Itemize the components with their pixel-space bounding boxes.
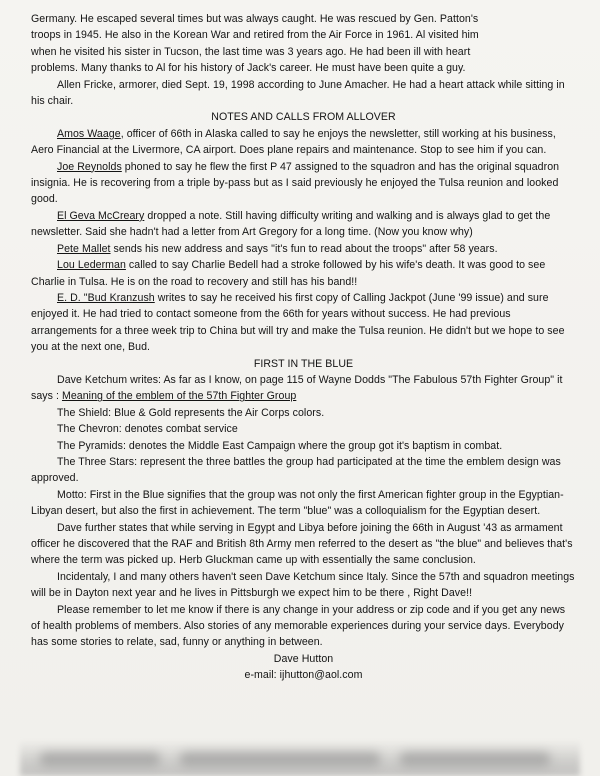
intro-line: problems. Many thanks to Al for his history of Jack's career. He must have been quite a guy. <box>31 62 466 75</box>
shield-line: The Shield: Blue & Gold represents the Air Corps colors. <box>57 406 325 419</box>
note-text: called to say Charlie Bedell had a stroke followed by his wife's death. It was good to see Charlie in Tulsa. He is on the road to recovery and still has his band!! <box>31 259 546 288</box>
remember-paragraph: Please remember to let me know if there is any change in your address or zip code and if you get any news of health problems of members. Also stories of any memorable experiences during your service days. Everybody has some stories to relate, sad, funny or anything in between. <box>31 603 566 649</box>
pyramids-paragraph: The Pyramids: denotes the Middle East Campaign where the group got it's baptism in combat. <box>57 439 503 452</box>
blurred-text-region <box>40 752 560 772</box>
page-body <box>31 11 576 684</box>
ketchum-intro <box>31 372 576 405</box>
incidentaly-paragraph: Incidentaly, I and many others haven't seen Dave Ketchum since Italy. Since the 57th and squadron meetings will be in Dayton next year and he lives in Pittsburgh we expect him to be there , Right Dave!! <box>31 570 575 600</box>
note-text: , officer of 66th in Alaska called to say he enjoys the newsletter, still working at his business, Aero Financial at the Livermore, CA airport. Does plane repairs and maintenance. Stop to see him if you can. <box>31 127 556 157</box>
emblem-title: Meaning of the emblem of the 57th Fighter Group <box>61 390 297 403</box>
member-name: Lou Lederman <box>57 259 126 272</box>
chevron-line: The Chevron: denotes combat service <box>57 423 238 436</box>
stars-paragraph: The Three Stars: represent the three battles the group had participated at the time the emblem design was approved. <box>31 455 561 485</box>
first-in-the-blue-heading: FIRST IN THE BLUE <box>253 357 354 370</box>
member-name: Pete Mallet <box>57 242 111 255</box>
intro-text: Dave Ketchum writes: As far as I know, on page 115 of Wayne Dodds "The Fabulous 57th Fighter Group" it says : <box>31 373 563 403</box>
intro-line: Germany. He escaped several times but was always caught. He was rescued by Gen. Patton's <box>31 13 479 25</box>
note-paragraph <box>31 257 576 290</box>
signature-email: e-mail: ijhutton@aol.com <box>244 669 363 682</box>
member-name: El Geva McCreary <box>57 209 145 222</box>
further-paragraph: Dave further states that while serving in Egypt and Libya before joining the 66th in August '43 as armament officer he discovered that the RAF and British 8th Army men referred to the desert as "the blue" and believes that's where the term was picked up. Herb Gluckman came up with essentially the same conclusion. <box>31 521 573 567</box>
allen-fricke-paragraph: Allen Fricke, armorer, died Sept. 19, 1998 according to June Amacher. He had a heart attack while sitting in his chair. <box>31 78 565 108</box>
motto-paragraph: Motto: First in the Blue signifies that the group was not only the first American fighter group in the Egyptian-Libyan desert, but also the first in achievement. The term "blue" was a colloquialism for the Egyptian desert. <box>31 488 564 518</box>
note-text: writes to say he received his first copy of Calling Jackpot (June '99 issue) and sure enjoyed it. He had tried to contact someone from the 66th for years without success. He had previous arrangements for a three week trip to China but will try and make the Tulsa reunion. He didn't but we hope to see you at the next one, Bud. <box>31 291 565 354</box>
intro-line: when he visited his sister in Tucson, the last time was 3 years ago. He had been ill with heart <box>31 45 471 58</box>
note-text: phoned to say he flew the first P 47 assigned to the squadron and has the original squadron insignia. He is recovering from a triple by-pass but as I said previously he enjoyed the Tulsa reunion and looked good. <box>31 160 560 206</box>
note-paragraph <box>31 208 576 241</box>
intro-line: troops in 1945. He also in the Korean War and retired from the Air Force in 1961. Al visited him <box>31 29 479 42</box>
note-text: dropped a note. Still having difficulty writing and walking and is always glad to get the newsletter. Said she hadn't had a letter from Art Gregory for a long time. (Now you know why) <box>31 209 551 239</box>
note-paragraph <box>31 290 576 356</box>
note-paragraph <box>31 241 576 257</box>
note-text: sends his new address and says "it's fun to read about the troops" after 58 years. <box>110 242 498 255</box>
member-name: E. D. "Bud Kranzush <box>57 291 155 304</box>
member-name: Amos Waage <box>57 127 121 140</box>
signature-name: Dave Hutton <box>273 652 334 665</box>
note-paragraph <box>31 159 576 208</box>
member-name: Joe Reynolds <box>57 160 122 173</box>
note-paragraph <box>31 126 576 159</box>
notes-heading: NOTES AND CALLS FROM ALLOVER <box>211 111 396 124</box>
